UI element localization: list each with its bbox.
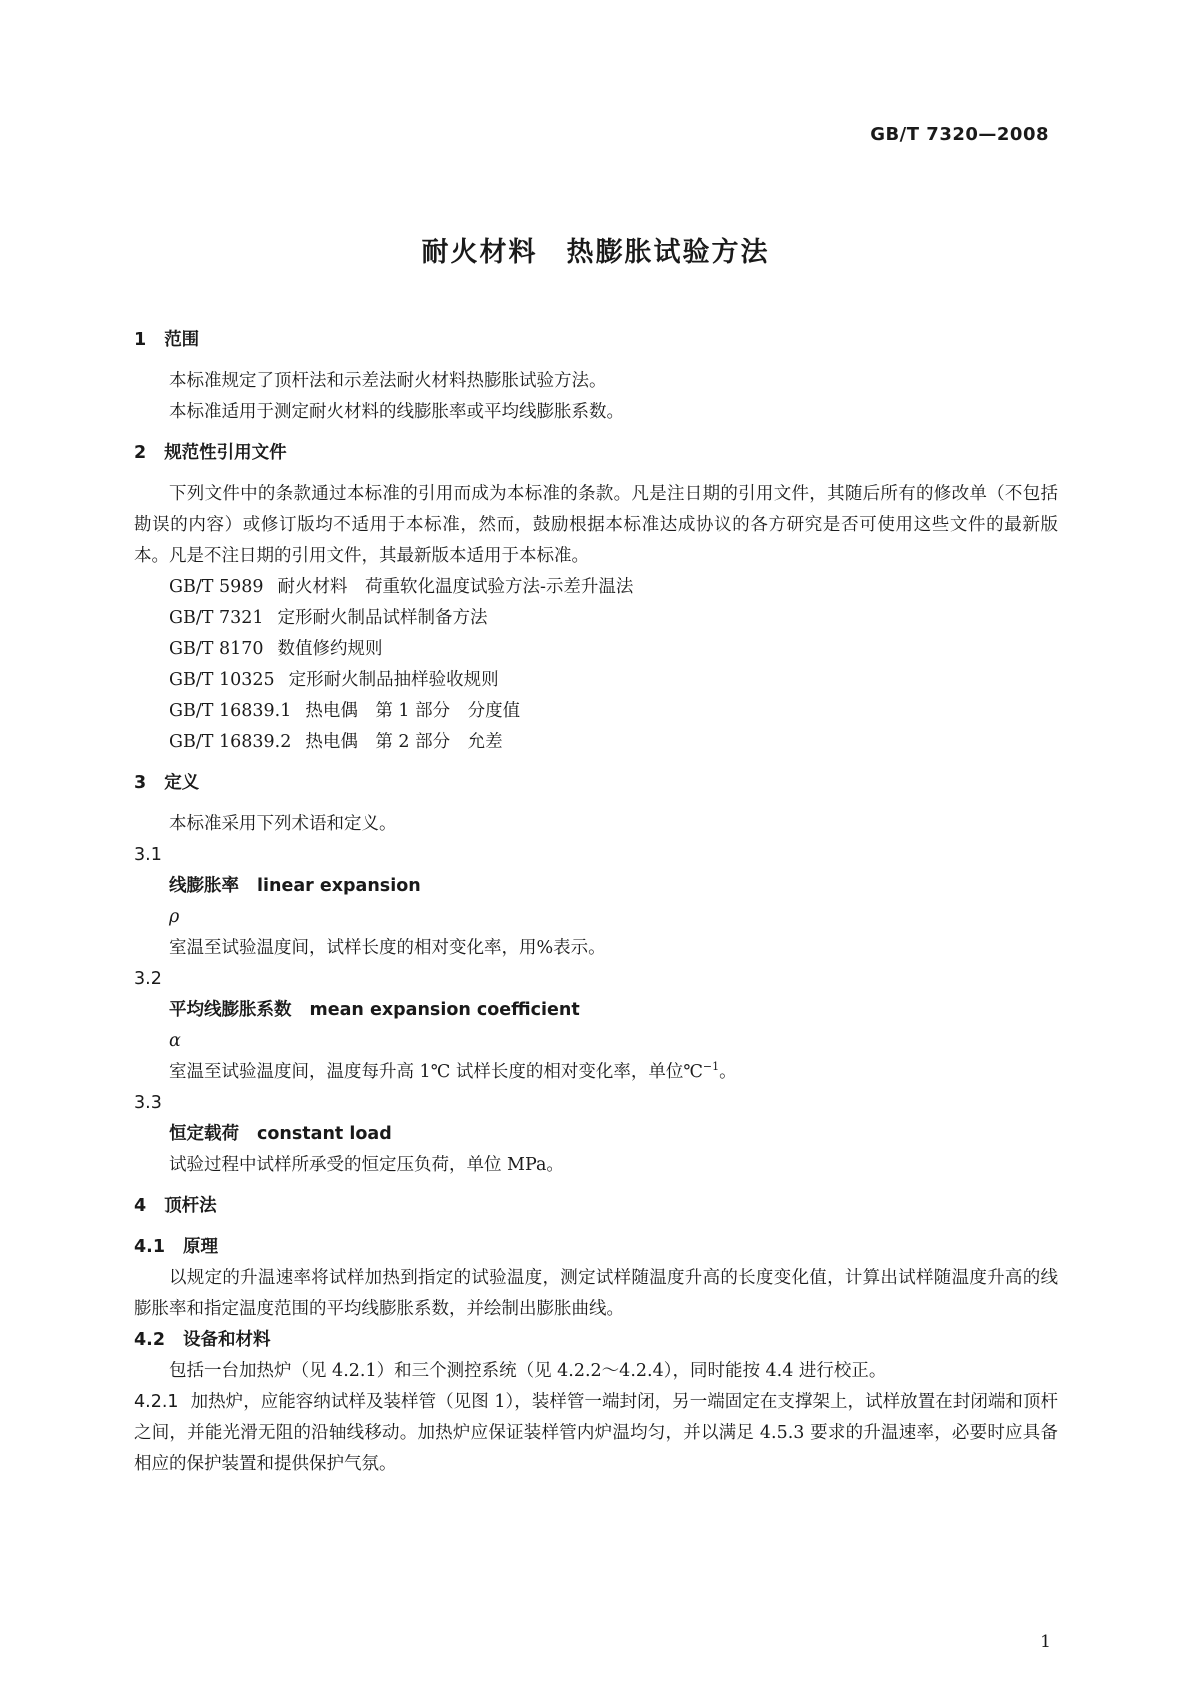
page-number: 1 [1040,1632,1051,1652]
superscript: −1 [702,1060,720,1074]
reference-title: 耐火材料 荷重软化温度试验方法-示差升温法 [277,577,634,597]
section-title: 顶杆法 [164,1196,217,1216]
standard-code: GB/T 7320—2008 [870,124,1049,145]
term-name-cn: 恒定载荷 [169,1124,239,1144]
term-definition-text: 室温至试验温度间，温度每升高 1℃ 试样长度的相对变化率，单位℃ [169,1062,703,1082]
section-title: 范围 [164,330,200,350]
reference-title: 定形耐火制品抽样验收规则 [288,670,499,690]
paragraph: 以规定的升温速率将试样加热到指定的试验温度，测定试样随温度升高的长度变化值，计算出试样随温度升高的线膨胀率和指定温度范围的平均线膨胀系数，并绘制出膨胀曲线。 [134,1268,1058,1319]
subsection-heading-equipment [134,1325,1058,1356]
section-number: 3 [134,773,147,793]
term-definition-end: 。 [719,1062,737,1082]
term-definition: 试验过程中试样所承受的恒定压负荷，单位 MPa。 [169,1155,564,1175]
reference-code: GB/T 16839.2 [169,732,292,752]
subsection-title: 原理 [183,1237,219,1257]
section-heading-definitions [134,768,1058,799]
term-definition [134,1057,1058,1088]
term-symbol: ρ [169,907,180,927]
reference-title: 热电偶 第 1 部分 分度值 [305,701,521,721]
term-number: 3.1 [134,845,162,865]
section-number: 4 [134,1196,147,1216]
reference-item [134,696,1058,727]
term-name-en: constant load [257,1124,392,1144]
reference-title: 数值修约规则 [277,639,383,659]
reference-title: 热电偶 第 2 部分 允差 [305,732,503,752]
document-body [134,325,1058,1480]
term-name [134,871,1058,902]
term-symbol: α [169,1031,181,1051]
term-name [134,995,1058,1026]
reference-code: GB/T 10325 [169,670,275,690]
reference-item [134,572,1058,603]
section-title: 规范性引用文件 [164,443,287,463]
term-name-cn: 平均线膨胀系数 [169,1000,292,1020]
section-heading-push-rod-method [134,1191,1058,1222]
term-definition: 室温至试验温度间，试样长度的相对变化率，用%表示。 [169,938,606,958]
section-heading-normative-references [134,438,1058,469]
reference-item [134,727,1058,758]
reference-code: GB/T 5989 [169,577,264,597]
paragraph: 本标准适用于测定耐火材料的线膨胀率或平均线膨胀系数。 [169,402,624,422]
clause-text: 加热炉，应能容纳试样及装样管（见图 1），装样管一端封闭，另一端固定在支撑架上，试样放置在封闭端和顶杆之间，并能光滑无阻的沿轴线移动。加热炉应保证装样管内炉温均匀，并以满足 4.5.3 要求的升温速率，必要时应具备相应的保护装置和提供保护气氛。 [134,1392,1058,1474]
paragraph: 下列文件中的条款通过本标准的引用而成为本标准的条款。凡是注日期的引用文件，其随后所有的修改单（不包括勘误的内容）或修订版均不适用于本标准，然而，鼓励根据本标准达成协议的各方研究是否可使用这些文件的最新版本。凡是不注日期的引用文件，其最新版本适用于本标准。 [134,484,1058,566]
document-title: 耐火材料 热膨胀试验方法 [421,237,770,268]
reference-item [134,665,1058,696]
paragraph: 本标准规定了顶杆法和示差法耐火材料热膨胀试验方法。 [169,371,607,391]
subsection-number: 4.1 [134,1237,166,1257]
term-name-en: mean expansion coefficient [309,1000,580,1020]
subsection-number: 4.2 [134,1330,166,1350]
reference-code: GB/T 8170 [169,639,264,659]
section-number: 1 [134,330,147,350]
term-number: 3.3 [134,1093,162,1113]
clause-number: 4.2.1 [134,1392,179,1412]
term-number: 3.2 [134,969,162,989]
section-title: 定义 [164,773,200,793]
section-number: 2 [134,443,147,463]
subsection-title: 设备和材料 [183,1330,271,1350]
reference-code: GB/T 7321 [169,608,264,628]
clause-item [134,1387,1058,1480]
term-name-cn: 线膨胀率 [169,876,239,896]
reference-item [134,603,1058,634]
reference-item [134,634,1058,665]
reference-code: GB/T 16839.1 [169,701,292,721]
subsection-heading-principle [134,1232,1058,1263]
section-heading-scope [134,325,1058,356]
paragraph: 本标准采用下列术语和定义。 [169,814,397,834]
reference-title: 定形耐火制品试样制备方法 [277,608,488,628]
term-name-en: linear expansion [257,876,421,896]
term-name [134,1119,1058,1150]
paragraph: 包括一台加热炉（见 4.2.1）和三个测控系统（见 4.2.2～4.2.4），同时能按 4.4 进行校正。 [169,1361,887,1381]
